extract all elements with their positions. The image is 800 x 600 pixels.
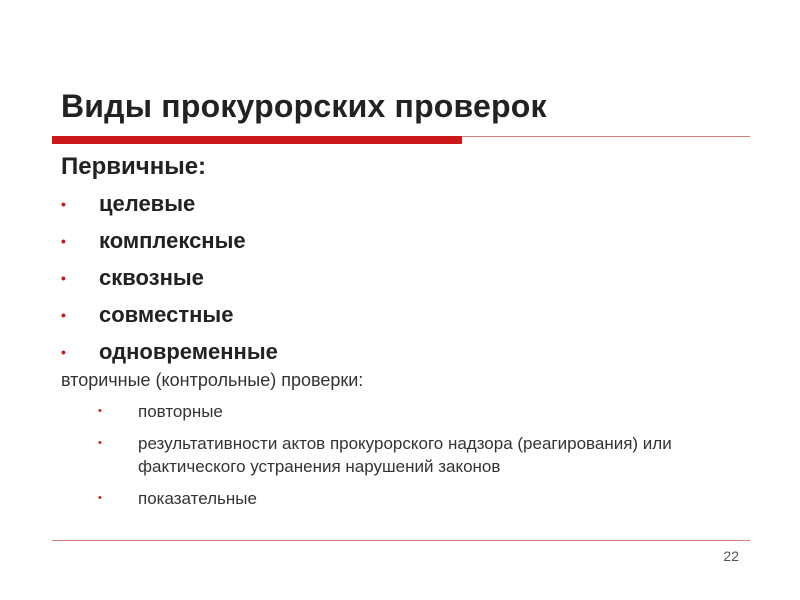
list-item-label: совместные <box>99 302 234 327</box>
list-item-label: одновременные <box>99 339 278 364</box>
bullet-icon: • <box>61 196 66 212</box>
list-item <box>61 336 278 373</box>
bullet-icon: • <box>61 344 66 360</box>
list-item <box>61 299 278 336</box>
sub-list-item-label: повторные <box>138 402 223 421</box>
slide-title: Виды прокурорских проверок <box>61 88 547 124</box>
primary-heading: Первичные: <box>61 153 207 180</box>
footer-rule <box>52 540 750 541</box>
page-number: 22 <box>723 548 739 564</box>
secondary-list <box>98 400 758 519</box>
sub-list-item <box>98 400 758 423</box>
secondary-heading: вторичные (контрольные) проверки: <box>61 370 364 390</box>
list-item-label: целевые <box>99 191 196 216</box>
bullet-icon: • <box>61 307 66 323</box>
bullet-icon: • <box>61 233 66 249</box>
sub-list-item-label: результативности актов прокурорского надзора (реагирования) или фактического устранения нарушений законов <box>138 434 672 476</box>
list-item <box>61 188 278 225</box>
list-item-label: сквозные <box>99 265 204 290</box>
sub-list-item-label: показательные <box>138 489 257 508</box>
list-item <box>61 262 278 299</box>
sub-list-item <box>98 432 758 478</box>
list-item-label: комплексные <box>99 228 246 253</box>
bullet-icon: • <box>98 492 102 504</box>
bullet-icon: • <box>61 270 66 286</box>
bullet-icon: • <box>98 405 102 417</box>
primary-list <box>61 188 278 373</box>
title-accent-bar <box>52 136 462 144</box>
bullet-icon: • <box>98 437 102 449</box>
list-item <box>61 225 278 262</box>
sub-list-item <box>98 487 758 510</box>
